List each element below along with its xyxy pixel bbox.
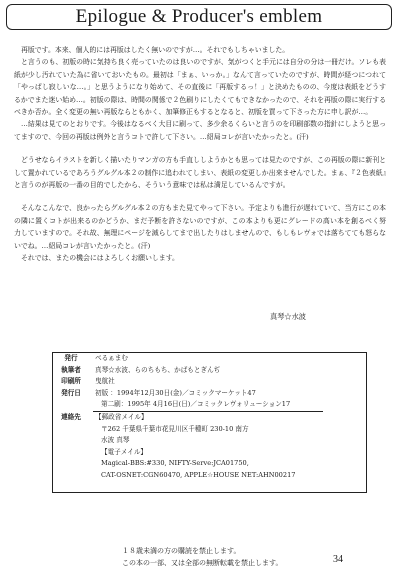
postal-address: 〒262 千葉県千葉市花見川区千種町 230-10 南方 — [101, 424, 249, 433]
author-signature: 真琴☆水波 — [270, 312, 306, 321]
paragraph: そんなこんなで、良かったらグルグル本２の方もまた見てやって下さい。予定よりも進行が遅れていて、当方にこの本の隣に置くコトが出来るのかどうか、まだ予断を許さないのですが、この本よりも更にグレードの高い本を創るべく努力していますので。それ故、無理にページを減らしてまで出したりはしませんので、もしもレヴォでは落ちてても怒らないでね。…紹局コレが言いたかったと。(汗) — [14, 204, 386, 250]
email-line: Magical-BBS:#330, NIFTY-Serve:JCA01750, — [101, 459, 249, 468]
paragraph: どうせならイラストを新しく描いたりマンガの方も手直ししようかとも思っては見たのですが、この再版の際に新刊として置かれているであろうグルグル本２の制作に追われてしまい、表紙の変更しか出来ませんでした。まぁ、『２色表紙』と言うのが再版の一番の目的でしたから、そういう意味では私は満足しているんですが。 — [14, 156, 386, 190]
colophon-value: 初版 ：1994年12月30日(金)／コミックマーケット47 — [95, 388, 256, 397]
colophon-label: 執筆者 — [61, 365, 81, 374]
colophon-label: 発行 — [64, 354, 78, 362]
colophon-value: 真琴☆水波、らのちもち、かばもとぎんぢ — [95, 365, 221, 374]
page-title-banner — [6, 4, 392, 30]
age-notice: １８歳未満の方の購読を禁止します。 — [122, 547, 241, 555]
paragraph: それでは、またの機会にはよろしくお願いします。 — [21, 254, 179, 263]
second-print-date: 第二刷：1995年 4月16日(日)／コミックレヴォリューション17 — [101, 400, 291, 409]
epilogue-body — [14, 44, 386, 265]
email-header: 【電子メイル】 — [101, 447, 148, 456]
colophon-row — [53, 388, 366, 400]
post-header: 【郵政省メイル】 — [95, 412, 148, 421]
paragraph: と言うのも、初版の時に気持ち良く売っていたのは良いのですが、気がつくと手元には自分の分は一冊だけ。ソレも表紙が少し汚れていた為に省いておいたもの。最初は「まぁ、いっか。」なんて言っていたのですが、時間が経つにつれて「やっぱし寂しいな…。」と思うようになり始めて、その直後に「再版するっ！」と決めたものの、今度は表紙をどうするかでまた迷い始め…。初版の際は、時間の関係で２色刷りにしたくてもできなかったので、それを再版の際に実行するべきか否か。全く変更の無い再版ならともかく、加筆修正もするとなると、初版を買って下さった方に申し訳が…。 — [14, 58, 386, 117]
colophon-label: 印刷所 — [61, 377, 81, 386]
paragraph-gap — [14, 191, 386, 202]
colophon-value: 曳航社 — [95, 377, 115, 386]
paragraph: 再版です。本来、個人的には再版はしたく無いのですが…。それでもしちゃいました。 — [21, 46, 290, 54]
colophon-spacer — [53, 482, 366, 492]
page-title: Epilogue & Producer's emblem — [75, 6, 323, 27]
colophon-label: 連絡先 — [61, 412, 81, 421]
legal-notice — [122, 545, 282, 569]
colophon-box — [52, 352, 367, 493]
paragraph-gap — [14, 143, 386, 154]
page-number: 34 — [333, 554, 343, 565]
colophon-row — [53, 376, 366, 388]
copyright-notice: この本の一部、又は全部の無断転載を禁止します。 — [122, 559, 283, 567]
colophon-row — [53, 365, 366, 377]
colophon-label: 発行日 — [61, 388, 81, 397]
colophon-value: べるぁまむ — [95, 354, 128, 362]
contact-name: 水波 真琴 — [101, 436, 130, 445]
email-line: CAT-OSNET:CGN60470, APPLE☆HOUSE NET:AHN00217 — [101, 470, 296, 479]
colophon-row — [53, 353, 366, 365]
paragraph: …結果は見てのとおりです。今後はなるべく大目に刷って、多少余るくらいと言うのを印刷部数の指針にしようと思ってますので、今回の再版は例外と言うコトで許して下さい。…紹局コレが言いたかったと。(汗) — [14, 120, 386, 141]
colophon-row — [53, 412, 366, 424]
